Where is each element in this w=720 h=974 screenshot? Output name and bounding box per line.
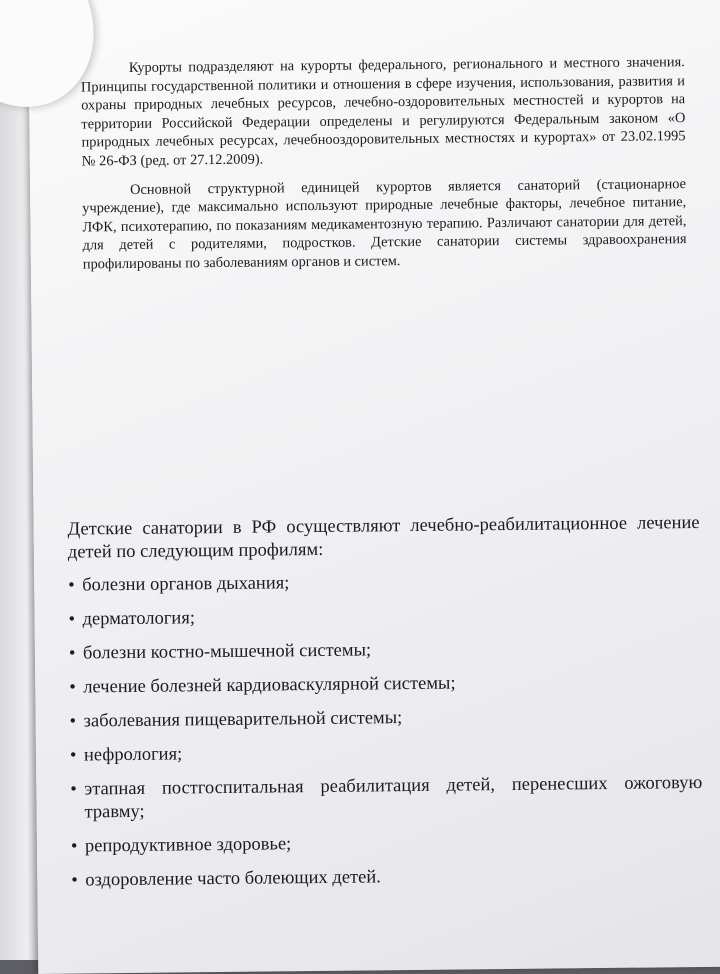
list-item xyxy=(71,863,703,893)
list-item-text: лечение болезней кардиоваскулярной системы; xyxy=(83,673,456,698)
profiles-intro: Детские санатории в РФ осуществляют лечебно-реабилитационное лечение детей по следующим профилям: xyxy=(67,512,700,563)
list-item-text: оздоровление часто болеющих детей. xyxy=(85,867,381,891)
list-item xyxy=(68,602,700,632)
bullet-icon: • xyxy=(69,677,76,698)
list-item-text: заболевания пищеварительной системы; xyxy=(83,708,403,732)
bullet-icon: • xyxy=(71,870,78,891)
bullet-icon: • xyxy=(69,711,77,732)
list-item xyxy=(71,829,703,859)
bullet-icon: • xyxy=(68,643,76,664)
bullet-icon: • xyxy=(68,609,76,630)
list-item-text: болезни органов дыхания; xyxy=(82,573,290,596)
list-item xyxy=(70,704,702,734)
document-page xyxy=(28,0,720,974)
bullet-icon: • xyxy=(69,745,77,766)
paragraph-resort-types: Курорты подразделяют на курорты федерального, регионального и местного значения. Принципы государственной политики и отношения в сфере изучения, использования, развития и охраны природных лечебных ресурсов, лечебно-оздоровительных местностей и курортов на территории Российской Федерации определены и регулируются Федеральным законом «О природных лечебных ресурсах, лечебнооздоровительных местностях и курортах» от 23.02.1995 № 26-ФЗ (ред. от 27.12.2009). xyxy=(80,54,686,170)
bullet-icon: • xyxy=(70,836,78,857)
list-item-text: дерматология; xyxy=(82,608,196,630)
list-item xyxy=(69,670,701,700)
list-item xyxy=(69,636,701,666)
list-item-text: болезни костно-мышечной системы; xyxy=(82,640,372,664)
list-item xyxy=(68,568,700,598)
profiles-section xyxy=(67,512,703,904)
list-item-text: нефрология; xyxy=(83,744,183,766)
profiles-list xyxy=(68,568,703,893)
resorts-section xyxy=(81,53,687,284)
list-item xyxy=(70,772,702,825)
list-item-text: этапная постгоспитальная реабилитация детей, перенесших ожоговую травму; xyxy=(84,772,703,823)
list-item-text: репродуктивное здоровье; xyxy=(84,834,292,857)
paragraph-sanatorium: Основной структурной единицей курортов является санаторий (стационарное учреждение), где максимально используют природные лечебные факторы, лечебное питание, ЛФК, психотерапию, по показаниям медикаментозную терапию. Различают санатории для детей, для детей с родителями, подростков. Детские санатории системы здравоохранения профилированы по заболеваниям органов и систем. xyxy=(82,175,687,273)
bullet-icon: • xyxy=(70,779,77,800)
bullet-icon: • xyxy=(68,575,75,596)
list-item xyxy=(70,738,702,768)
